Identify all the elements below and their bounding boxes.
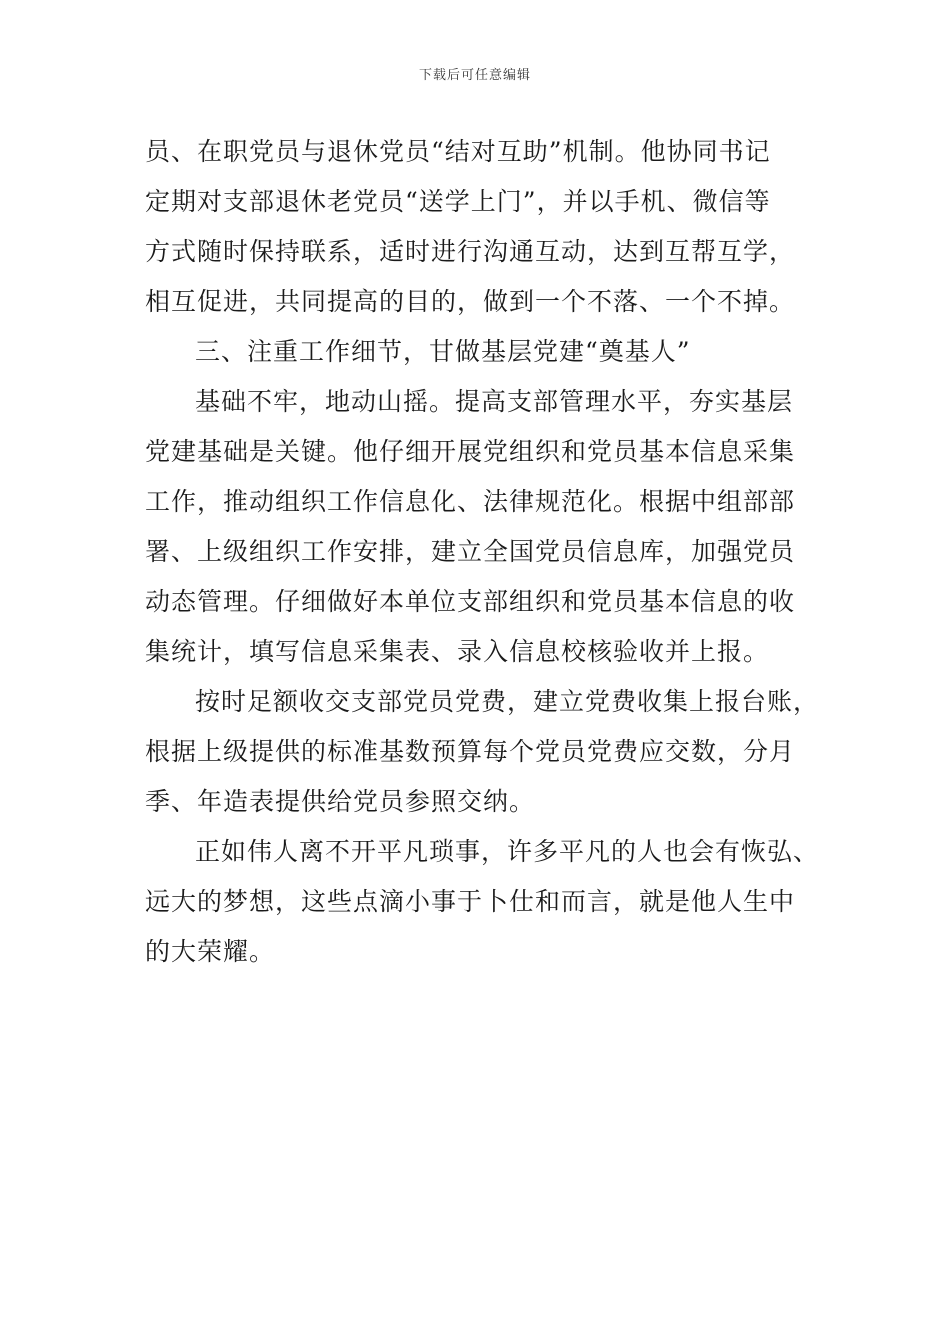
- text-line: 远大的梦想，这些点滴小事于卜仕和而言，就是他人生中: [145, 887, 796, 916]
- section-heading: 三、注重工作细节，甘做基层党建“奠基人”: [195, 337, 691, 366]
- text-line: 党建基础是关键。他仔细开展党组织和党员基本信息采集: [145, 437, 796, 466]
- text-line: 根据上级提供的标准基数预算每个党员党费应交数，分月: [145, 737, 796, 766]
- text-line: 的大荣耀。: [145, 937, 276, 966]
- text-line: 季、年造表提供给党员参照交纳。: [145, 787, 536, 816]
- text-line: 相互促进，共同提高的目的，做到一个不落、一个不掉。: [145, 287, 796, 316]
- text-line: 正如伟人离不开平凡琐事，许多平凡的人也会有恢弘、: [195, 837, 820, 866]
- text-line: 方式随时保持联系，适时进行沟通互动，达到互帮互学，: [145, 237, 796, 266]
- text-line: 按时足额收交支部党员党费，建立党费收集上报台账，: [195, 687, 820, 716]
- document-body: [145, 127, 825, 977]
- text-line: 工作，推动组织工作信息化、法律规范化。根据中组部部: [145, 487, 796, 516]
- page-header: 下载后可任意编辑: [418, 68, 531, 83]
- text-line: 动态管理。仔细做好本单位支部组织和党员基本信息的收: [145, 587, 796, 616]
- text-line: 署、上级组织工作安排，建立全国党员信息库，加强党员: [145, 537, 796, 566]
- text-line: 员、在职党员与退休党员“结对互助”机制。他协同书记: [145, 137, 771, 166]
- text-line: 集统计，填写信息采集表、录入信息校核验收并上报。: [145, 637, 770, 666]
- text-line: 基础不牢，地动山摇。提高支部管理水平，夯实基层: [195, 387, 794, 416]
- text-line: 定期对支部退休老党员“送学上门”，并以手机、微信等: [145, 187, 771, 216]
